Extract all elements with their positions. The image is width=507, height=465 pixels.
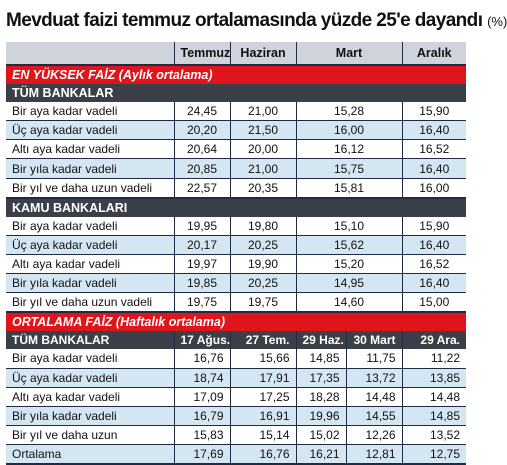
section-banner-label: EN YÜKSEK FAİZ (Aylık ortalama) <box>6 65 466 84</box>
column-header: 17 Ağus. <box>174 331 230 349</box>
cell-value: 14,85 <box>296 349 346 368</box>
cell-value: 13,85 <box>402 368 466 387</box>
cell-value: 17,69 <box>174 444 230 464</box>
cell-value: 15,81 <box>296 178 402 198</box>
cell-value: 16,12 <box>296 140 402 159</box>
cell-value: 11,75 <box>346 349 402 368</box>
section-banner-max <box>6 65 466 84</box>
cell-value: 15,10 <box>296 217 402 236</box>
column-header: Mart <box>296 42 402 65</box>
cell-value: 17,35 <box>296 368 346 387</box>
group-header <box>6 84 466 102</box>
cell-value: 16,91 <box>230 406 296 425</box>
cell-value: 16,00 <box>402 178 466 198</box>
cell-value: 19,80 <box>230 217 296 236</box>
cell-value: 16,52 <box>402 140 466 159</box>
column-header: 29 Ara. <box>402 331 466 349</box>
cell-value: 12,26 <box>346 425 402 444</box>
cell-value: 16,21 <box>296 444 346 464</box>
group-header-label: TÜM BANKALAR <box>6 84 466 102</box>
row-label: Üç aya kadar vadeli <box>6 235 174 254</box>
row-label: Bir yıl ve daha uzun <box>6 425 174 444</box>
row-label: Altı aya kadar vadeli <box>6 254 174 273</box>
table-row <box>6 121 466 140</box>
cell-value: 17,09 <box>174 387 230 406</box>
table-row <box>6 444 466 464</box>
column-header: 27 Tem. <box>230 331 296 349</box>
cell-value: 19,90 <box>230 254 296 273</box>
cell-value: 20,64 <box>174 140 230 159</box>
cell-value: 16,40 <box>402 159 466 178</box>
table-row <box>6 235 466 254</box>
cell-value: 15,14 <box>230 425 296 444</box>
row-label: Bir yıla kadar vadeli <box>6 274 174 293</box>
section-banner-label: ORTALAMA FAİZ (Haftalık ortalama) <box>6 312 466 331</box>
row-label: Bir aya kadar vadeli <box>6 349 174 368</box>
cell-value: 15,20 <box>296 254 402 273</box>
cell-value: 20,25 <box>230 274 296 293</box>
cell-value: 16,00 <box>296 121 402 140</box>
cell-value: 19,75 <box>230 293 296 313</box>
table-row <box>6 349 466 368</box>
row-label: Üç aya kadar vadeli <box>6 368 174 387</box>
cell-value: 13,72 <box>346 368 402 387</box>
column-header-row <box>6 42 466 65</box>
cell-value: 15,75 <box>296 159 402 178</box>
cell-value: 16,76 <box>174 349 230 368</box>
cell-value: 17,25 <box>230 387 296 406</box>
row-label: Ortalama <box>6 444 174 464</box>
cell-value: 19,95 <box>174 217 230 236</box>
cell-value: 16,52 <box>402 254 466 273</box>
cell-value: 13,52 <box>402 425 466 444</box>
group-header <box>6 198 466 217</box>
cell-value: 16,40 <box>402 235 466 254</box>
table-row <box>6 140 466 159</box>
cell-value: 16,79 <box>174 406 230 425</box>
cell-value: 15,00 <box>402 293 466 313</box>
table-row <box>6 217 466 236</box>
cell-value: 19,75 <box>174 293 230 313</box>
cell-value: 15,90 <box>402 102 466 121</box>
cell-value: 19,96 <box>296 406 346 425</box>
table-row <box>6 387 466 406</box>
row-label: Üç aya kadar vadeli <box>6 121 174 140</box>
cell-value: 21,50 <box>230 121 296 140</box>
table-row <box>6 425 466 444</box>
cell-value: 14,85 <box>402 406 466 425</box>
table-row <box>6 293 466 313</box>
page-title <box>6 6 507 36</box>
cell-value: 21,00 <box>230 159 296 178</box>
row-label: Bir aya kadar vadeli <box>6 217 174 236</box>
cell-value: 16,40 <box>402 274 466 293</box>
cell-value: 20,35 <box>230 178 296 198</box>
group-header <box>6 331 466 349</box>
row-label: Bir yıla kadar vadeli <box>6 406 174 425</box>
table-row <box>6 274 466 293</box>
cell-value: 11,22 <box>402 349 466 368</box>
cell-value: 14,55 <box>346 406 402 425</box>
cell-value: 20,00 <box>230 140 296 159</box>
title-unit: (%) <box>487 14 507 29</box>
cell-value: 15,83 <box>174 425 230 444</box>
cell-value: 14,95 <box>296 274 402 293</box>
rates-table <box>6 42 466 465</box>
cell-value: 20,25 <box>230 235 296 254</box>
cell-value: 16,76 <box>230 444 296 464</box>
table-row <box>6 254 466 273</box>
cell-value: 17,91 <box>230 368 296 387</box>
column-header: Aralık <box>402 42 466 65</box>
rates-table-body <box>6 42 466 464</box>
column-header: 29 Haz. <box>296 331 346 349</box>
cell-value: 22,57 <box>174 178 230 198</box>
group-header-label: TÜM BANKALAR <box>6 331 174 349</box>
table-row <box>6 178 466 198</box>
column-header-blank <box>6 42 174 65</box>
cell-value: 15,02 <box>296 425 346 444</box>
row-label: Altı aya kadar vadeli <box>6 387 174 406</box>
section-banner-avg <box>6 312 466 331</box>
cell-value: 15,28 <box>296 102 402 121</box>
cell-value: 15,90 <box>402 217 466 236</box>
row-label: Bir yıl ve daha uzun vadeli <box>6 293 174 313</box>
title-text: Mevduat faizi temmuz ortalamasında yüzde 25'e dayandı <box>6 10 483 31</box>
cell-value: 24,45 <box>174 102 230 121</box>
cell-value: 21,00 <box>230 102 296 121</box>
cell-value: 19,85 <box>174 274 230 293</box>
column-header: 30 Mart <box>346 331 402 349</box>
column-header: Haziran <box>230 42 296 65</box>
cell-value: 15,66 <box>230 349 296 368</box>
cell-value: 19,97 <box>174 254 230 273</box>
row-label: Bir aya kadar vadeli <box>6 102 174 121</box>
cell-value: 14,60 <box>296 293 402 313</box>
cell-value: 20,17 <box>174 235 230 254</box>
table-row <box>6 406 466 425</box>
cell-value: 20,85 <box>174 159 230 178</box>
cell-value: 15,62 <box>296 235 402 254</box>
table-row <box>6 159 466 178</box>
cell-value: 14,48 <box>402 387 466 406</box>
cell-value: 12,81 <box>346 444 402 464</box>
cell-value: 16,40 <box>402 121 466 140</box>
cell-value: 18,28 <box>296 387 346 406</box>
group-header-label: KAMU BANKALARI <box>6 198 466 217</box>
cell-value: 14,48 <box>346 387 402 406</box>
table-row <box>6 102 466 121</box>
column-header: Temmuz <box>174 42 230 65</box>
cell-value: 20,20 <box>174 121 230 140</box>
table-row <box>6 368 466 387</box>
cell-value: 12,75 <box>402 444 466 464</box>
cell-value: 18,74 <box>174 368 230 387</box>
row-label: Bir yıla kadar vadeli <box>6 159 174 178</box>
row-label: Altı aya kadar vadeli <box>6 140 174 159</box>
row-label: Bir yıl ve daha uzun vadeli <box>6 178 174 198</box>
